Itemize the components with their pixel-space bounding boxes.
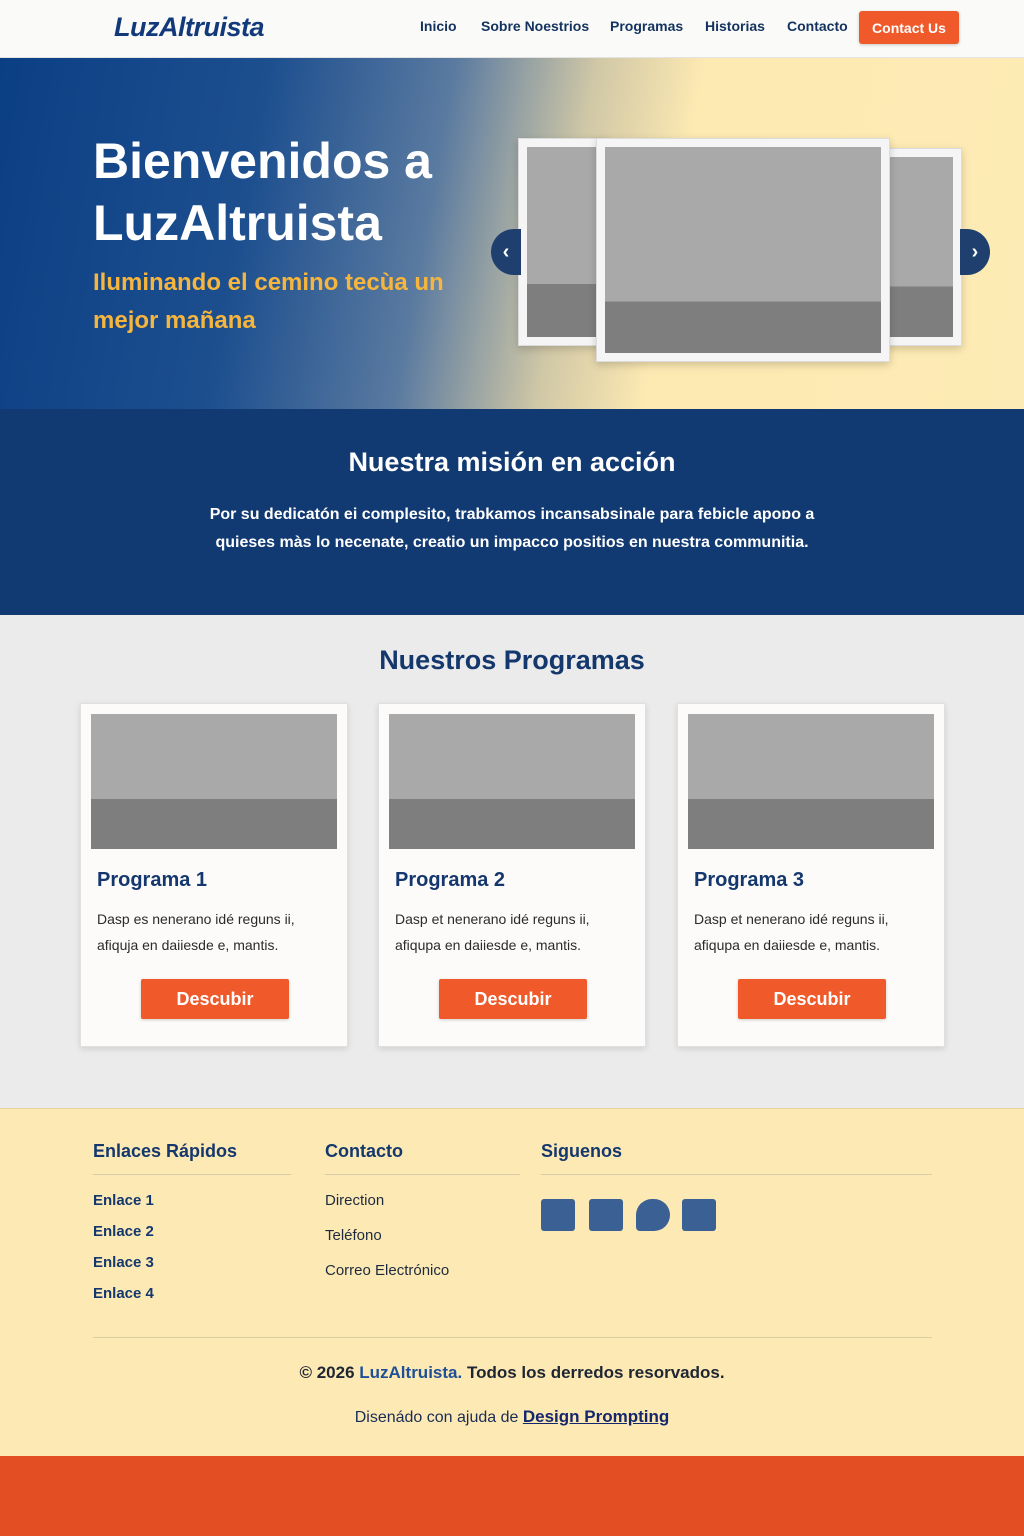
- copyright-year: © 2026: [299, 1363, 355, 1382]
- design-prompting-link[interactable]: Design Prompting: [522, 1407, 670, 1426]
- program-card-1: [80, 703, 348, 1047]
- program-card-2: [378, 703, 646, 1047]
- program-image: [389, 714, 635, 849]
- footer-contact-phone: Teléfono: [325, 1227, 382, 1244]
- design-credit: [0, 1407, 1024, 1427]
- program-title: Programa 3: [694, 869, 805, 891]
- nav-link-programas[interactable]: Programas: [610, 18, 684, 34]
- footer-quick-links: [93, 1141, 291, 1309]
- site-header: [0, 0, 1024, 58]
- chevron-right-icon: ›: [971, 240, 979, 263]
- footer-link-4[interactable]: Enlace 4: [93, 1285, 154, 1302]
- footer-contact-email: Correo Electrónico: [325, 1262, 450, 1279]
- footer-contact-address: Direction: [325, 1192, 385, 1209]
- mission-text: Por su dedicatón ei complesito, trabkamos incansabsinale para febicle apoɒo a quieses màs lo necenate, creatio un impacco positios en nuestra communitia.: [209, 506, 815, 551]
- credit-prefix: Disenádo con ajuda de: [354, 1409, 519, 1426]
- nav-link-sobre[interactable]: Sobre Noestrios: [481, 18, 590, 34]
- program-discover-button[interactable]: Descubir: [141, 979, 289, 1019]
- carousel-next-button[interactable]: [960, 229, 990, 275]
- footer-social-heading: Siguenos: [541, 1141, 932, 1175]
- program-description: Dasp et nenerano idé reguns ii, afiqupa en daiiesde e, mantis.: [395, 911, 590, 953]
- carousel-prev-button[interactable]: [491, 229, 521, 275]
- copyright-text: [0, 1363, 1024, 1383]
- image-placeholder: [605, 147, 881, 353]
- hero-title-line-1: Bienvenidos a: [93, 133, 432, 189]
- program-discover-button[interactable]: Descubir: [738, 979, 886, 1019]
- hero-title: [93, 130, 432, 254]
- contact-us-button[interactable]: Contact Us: [859, 11, 959, 44]
- site-footer: [0, 1108, 1024, 1456]
- program-title: Programa 2: [395, 869, 506, 891]
- social-square-icon[interactable]: [589, 1199, 623, 1231]
- footer-social: [541, 1141, 932, 1175]
- hero-section: [0, 58, 1024, 409]
- social-square-icon[interactable]: [682, 1199, 716, 1231]
- footer-link-3[interactable]: Enlace 3: [93, 1254, 154, 1271]
- social-square-icon[interactable]: [541, 1199, 575, 1231]
- footer-link-1[interactable]: Enlace 1: [93, 1192, 154, 1209]
- footer-contact-list: [325, 1183, 520, 1288]
- nav-link-inicio[interactable]: Inicio: [420, 18, 457, 34]
- copyright-rights: Todos los derredos resorvados.: [466, 1363, 725, 1382]
- image-placeholder: [889, 157, 953, 337]
- mission-title: Nuestra misión en acción: [348, 447, 676, 477]
- programs-title: Nuestros Programas: [379, 645, 645, 675]
- hero-title-line-2: LuzAltruista: [93, 195, 382, 251]
- programs-section: [0, 615, 1024, 1108]
- program-card-3: [677, 703, 945, 1047]
- footer-divider: [93, 1337, 932, 1338]
- carousel-slide-previous[interactable]: [518, 138, 608, 346]
- site-logo[interactable]: LuzAltruista: [114, 12, 265, 42]
- footer-links-list: [93, 1185, 291, 1309]
- program-image: [688, 714, 934, 849]
- footer-contact: [325, 1141, 520, 1288]
- footer-links-heading: Enlaces Rápidos: [93, 1141, 291, 1175]
- nav-link-historias[interactable]: Historias: [705, 18, 765, 34]
- chevron-left-icon: ‹: [502, 240, 510, 263]
- footer-link-2[interactable]: Enlace 2: [93, 1223, 154, 1240]
- footer-contact-heading: Contacto: [325, 1141, 520, 1175]
- copyright-brand[interactable]: LuzAltruista.: [359, 1363, 463, 1382]
- bottom-band: [0, 1456, 1024, 1536]
- program-image: [91, 714, 337, 849]
- social-circle-icon[interactable]: [636, 1199, 670, 1231]
- carousel-slide-active[interactable]: [596, 138, 890, 362]
- program-discover-button[interactable]: Descubir: [439, 979, 587, 1019]
- program-description: Dasp es nenerano idé reguns ii, afiquja en daiiesde e, mantis.: [97, 911, 295, 953]
- program-description: Dasp et nenerano idé reguns ii, afiqupa en daiiesde e, mantis.: [694, 911, 889, 953]
- carousel-slide-next[interactable]: [880, 148, 962, 346]
- social-icons: [541, 1199, 741, 1233]
- hero-subtitle: Iluminando el cemino tecùa un mejor mañana: [93, 269, 444, 334]
- nav-link-contacto[interactable]: Contacto: [787, 18, 848, 34]
- mission-section: [0, 409, 1024, 615]
- image-placeholder: [527, 147, 599, 337]
- program-title: Programa 1: [97, 869, 208, 891]
